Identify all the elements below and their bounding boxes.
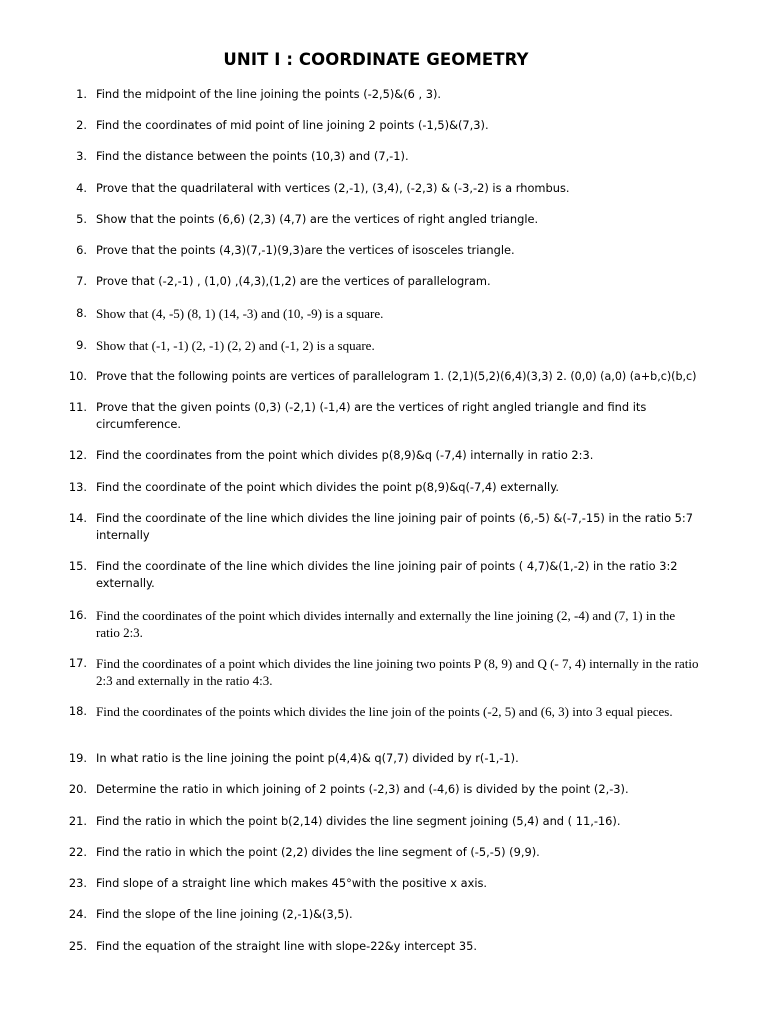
question-number: 24. [68, 907, 87, 921]
question-number: 5. [76, 212, 87, 226]
question-number: 18. [68, 704, 87, 718]
question-text: Find the ratio in which the point b(2,14) divides the line segment joining (5,4) and ( 11,-16). [96, 814, 621, 828]
question-number: 20. [68, 782, 87, 796]
question-number: 15. [68, 559, 87, 573]
question-number: 25. [68, 939, 87, 953]
question-number: 11. [68, 400, 87, 414]
question-text: Show that the points (6,6) (2,3) (4,7) are the vertices of right angled triangle. [96, 212, 539, 226]
question-text: Find the coordinates of mid point of line joining 2 points (-1,5)&(7,3). [96, 118, 489, 132]
question-text: Find the coordinate of the line which divides the line joining pair of points (6,-5) &(-7,-15) in the ratio 5:7 internally [96, 511, 694, 542]
question-number: 16. [68, 608, 87, 622]
question-number: 9. [76, 338, 87, 352]
question-text: Find the coordinate of the point which divides the point p(8,9)&q(-7,4) externally. [96, 480, 559, 494]
question-text: Show that (4, -5) (8, 1) (14, -3) and (10, -9) is a square. [96, 306, 384, 321]
question-text: Find the coordinate of the line which divides the line joining pair of points ( 4,7)&(1,-2) in the ratio 3:2 externally. [96, 559, 678, 590]
question-text: Show that (-1, -1) (2, -1) (2, 2) and (-1, 2) is a square. [96, 338, 375, 353]
question-number: 14. [68, 511, 87, 525]
question-text: Prove that (-2,-1) , (1,0) ,(4,3),(1,2) are the vertices of parallelogram. [96, 274, 491, 288]
question-number: 22. [68, 845, 87, 859]
question-text: Find the coordinates of the point which divides internally and externally the line joining (2, -4) and (7, 1) in the ratio 2:3. [96, 608, 676, 640]
question-number: 4. [76, 181, 87, 195]
question-text: Find the distance between the points (10,3) and (7,-1). [96, 149, 409, 163]
question-number: 6. [76, 243, 87, 257]
page-title: UNIT I : COORDINATE GEOMETRY [223, 50, 529, 69]
question-number: 12. [68, 448, 87, 462]
question-text: Prove that the given points (0,3) (-2,1) (-1,4) are the vertices of right angled triangle and find its circumference. [96, 400, 647, 431]
question-text: Find the equation of the straight line with slope-22&y intercept 35. [96, 939, 477, 953]
question-text: Find the coordinates from the point which divides p(8,9)&q (-7,4) internally in ratio 2:3. [96, 448, 594, 462]
question-number: 19. [68, 751, 87, 765]
question-text: Find the midpoint of the line joining the points (-2,5)&(6 , 3). [96, 87, 442, 101]
question-text: Prove that the quadrilateral with vertices (2,-1), (3,4), (-2,3) & (-3,-2) is a rhombus. [96, 181, 570, 195]
question-text: In what ratio is the line joining the point p(4,4)& q(7,7) divided by r(-1,-1). [96, 751, 519, 765]
question-text: Prove that the following points are vertices of parallelogram 1. (2,1)(5,2)(6,4)(3,3) 2. (0,0) (a,0) (a+b,c)(b,c) [96, 370, 697, 383]
question-text: Find the ratio in which the point (2,2) divides the line segment of (-5,-5) (9,9). [96, 845, 540, 859]
question-text: Prove that the points (4,3)(7,-1)(9,3)are the vertices of isosceles triangle. [96, 243, 515, 257]
question-text: Find the coordinates of the points which divides the line join of the points (-2, 5) and (6, 3) into 3 equal pieces. [96, 704, 673, 719]
question-number: 7. [76, 274, 87, 288]
question-text: Determine the ratio in which joining of 2 points (-2,3) and (-4,6) is divided by the point (2,-3). [96, 782, 629, 796]
question-number: 3. [76, 149, 87, 163]
question-number: 1. [76, 87, 87, 101]
question-text: Find the coordinates of a point which divides the line joining two points P (8, 9) and Q (- 7, 4) internally in the ratio 2:3 and externally in the ratio 4:3. [96, 656, 699, 688]
question-number: 8. [76, 306, 87, 320]
question-text: Find the slope of the line joining (2,-1)&(3,5). [96, 907, 353, 921]
question-number: 2. [76, 118, 87, 132]
question-number: 23. [68, 876, 87, 890]
question-number: 10. [68, 369, 87, 383]
question-number: 17. [68, 656, 87, 670]
question-text: Find slope of a straight line which makes 45°with the positive x axis. [96, 876, 488, 890]
question-number: 21. [68, 814, 87, 828]
question-number: 13. [68, 480, 87, 494]
